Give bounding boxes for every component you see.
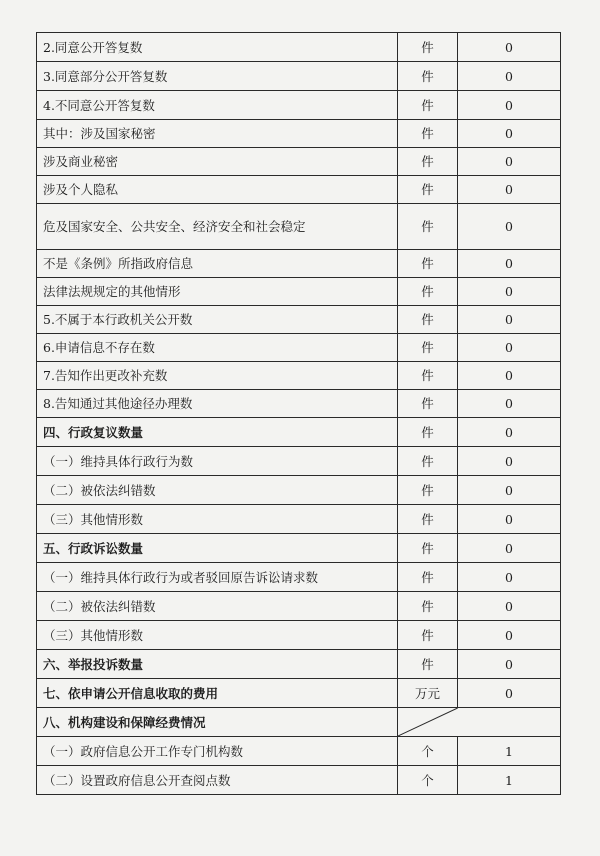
diagonal-line	[398, 708, 560, 736]
row-label: 3.同意部分公开答复数	[37, 62, 398, 91]
statistics-table	[36, 32, 561, 795]
row-label: 不是《条例》所指政府信息	[37, 250, 398, 278]
table-row	[37, 650, 561, 679]
row-unit: 件	[398, 447, 458, 476]
row-unit: 件	[398, 176, 458, 204]
row-label: 6.申请信息不存在数	[37, 334, 398, 362]
row-value: 1	[458, 766, 561, 795]
row-unit: 件	[398, 592, 458, 621]
table-row	[37, 418, 561, 447]
row-unit: 件	[398, 91, 458, 120]
row-value: 0	[458, 679, 561, 708]
table-row	[37, 120, 561, 148]
table-row	[37, 334, 561, 362]
table-row	[37, 250, 561, 278]
row-value: 0	[458, 505, 561, 534]
row-value: 0	[458, 534, 561, 563]
row-value: 0	[458, 250, 561, 278]
section-heading: 五、行政诉讼数量	[37, 534, 398, 563]
table-row	[37, 33, 561, 62]
table-row	[37, 708, 561, 737]
table-row	[37, 505, 561, 534]
table-row	[37, 679, 561, 708]
row-label: （三）其他情形数	[37, 505, 398, 534]
row-label: 7.告知作出更改补充数	[37, 362, 398, 390]
row-unit: 件	[398, 534, 458, 563]
table-row	[37, 390, 561, 418]
row-unit: 件	[398, 278, 458, 306]
table-row	[37, 476, 561, 505]
row-value: 0	[458, 563, 561, 592]
row-unit: 件	[398, 204, 458, 250]
table-row	[37, 447, 561, 476]
row-value: 0	[458, 362, 561, 390]
row-unit: 件	[398, 650, 458, 679]
row-value: 0	[458, 120, 561, 148]
row-label: 5.不属于本行政机关公开数	[37, 306, 398, 334]
row-unit: 个	[398, 737, 458, 766]
row-value: 0	[458, 204, 561, 250]
table-row	[37, 534, 561, 563]
row-unit: 件	[398, 306, 458, 334]
row-value: 0	[458, 148, 561, 176]
row-value: 0	[458, 418, 561, 447]
row-label: 涉及个人隐私	[37, 176, 398, 204]
row-unit: 件	[398, 33, 458, 62]
row-unit: 件	[398, 62, 458, 91]
row-label: 8.告知通过其他途径办理数	[37, 390, 398, 418]
table-row	[37, 621, 561, 650]
row-label: （二）被依法纠错数	[37, 476, 398, 505]
table-row	[37, 91, 561, 120]
table-row	[37, 176, 561, 204]
row-value: 0	[458, 176, 561, 204]
section-heading: 七、依申请公开信息收取的费用	[37, 679, 398, 708]
table-row	[37, 62, 561, 91]
row-label: 2.同意公开答复数	[37, 33, 398, 62]
row-value: 0	[458, 62, 561, 91]
row-unit: 件	[398, 362, 458, 390]
row-label: （二）被依法纠错数	[37, 592, 398, 621]
row-value: 0	[458, 650, 561, 679]
row-unit: 件	[398, 418, 458, 447]
section-heading: 四、行政复议数量	[37, 418, 398, 447]
row-unit: 件	[398, 621, 458, 650]
row-unit: 件	[398, 148, 458, 176]
row-unit: 件	[398, 250, 458, 278]
row-label: （二）设置政府信息公开查阅点数	[37, 766, 398, 795]
row-label: （一）维持具体行政行为或者驳回原告诉讼请求数	[37, 563, 398, 592]
row-value: 0	[458, 592, 561, 621]
table-row	[37, 148, 561, 176]
row-unit: 个	[398, 766, 458, 795]
table-row	[37, 737, 561, 766]
row-label: 4.不同意公开答复数	[37, 91, 398, 120]
row-value: 0	[458, 33, 561, 62]
diagonal-blank-cell	[398, 708, 561, 737]
row-label: 法律法规规定的其他情形	[37, 278, 398, 306]
row-label: 其中：涉及国家秘密	[37, 120, 398, 148]
table-row	[37, 592, 561, 621]
section-heading: 八、机构建设和保障经费情况	[37, 708, 398, 737]
row-label: 危及国家安全、公共安全、经济安全和社会稳定	[37, 204, 398, 250]
row-unit: 件	[398, 334, 458, 362]
row-unit: 万元	[398, 679, 458, 708]
section-heading: 六、举报投诉数量	[37, 650, 398, 679]
row-value: 0	[458, 334, 561, 362]
row-label: （一）政府信息公开工作专门机构数	[37, 737, 398, 766]
row-value: 0	[458, 621, 561, 650]
row-value: 0	[458, 476, 561, 505]
table-row	[37, 204, 561, 250]
row-unit: 件	[398, 390, 458, 418]
table-row	[37, 563, 561, 592]
row-unit: 件	[398, 476, 458, 505]
row-value: 0	[458, 91, 561, 120]
row-unit: 件	[398, 563, 458, 592]
table-row	[37, 766, 561, 795]
row-value: 0	[458, 447, 561, 476]
row-value: 0	[458, 278, 561, 306]
table-row	[37, 306, 561, 334]
table-row	[37, 278, 561, 306]
row-label: （一）维持具体行政行为数	[37, 447, 398, 476]
row-value: 1	[458, 737, 561, 766]
row-unit: 件	[398, 120, 458, 148]
row-unit: 件	[398, 505, 458, 534]
row-label: 涉及商业秘密	[37, 148, 398, 176]
table-row	[37, 362, 561, 390]
row-value: 0	[458, 306, 561, 334]
row-label: （三）其他情形数	[37, 621, 398, 650]
row-value: 0	[458, 390, 561, 418]
